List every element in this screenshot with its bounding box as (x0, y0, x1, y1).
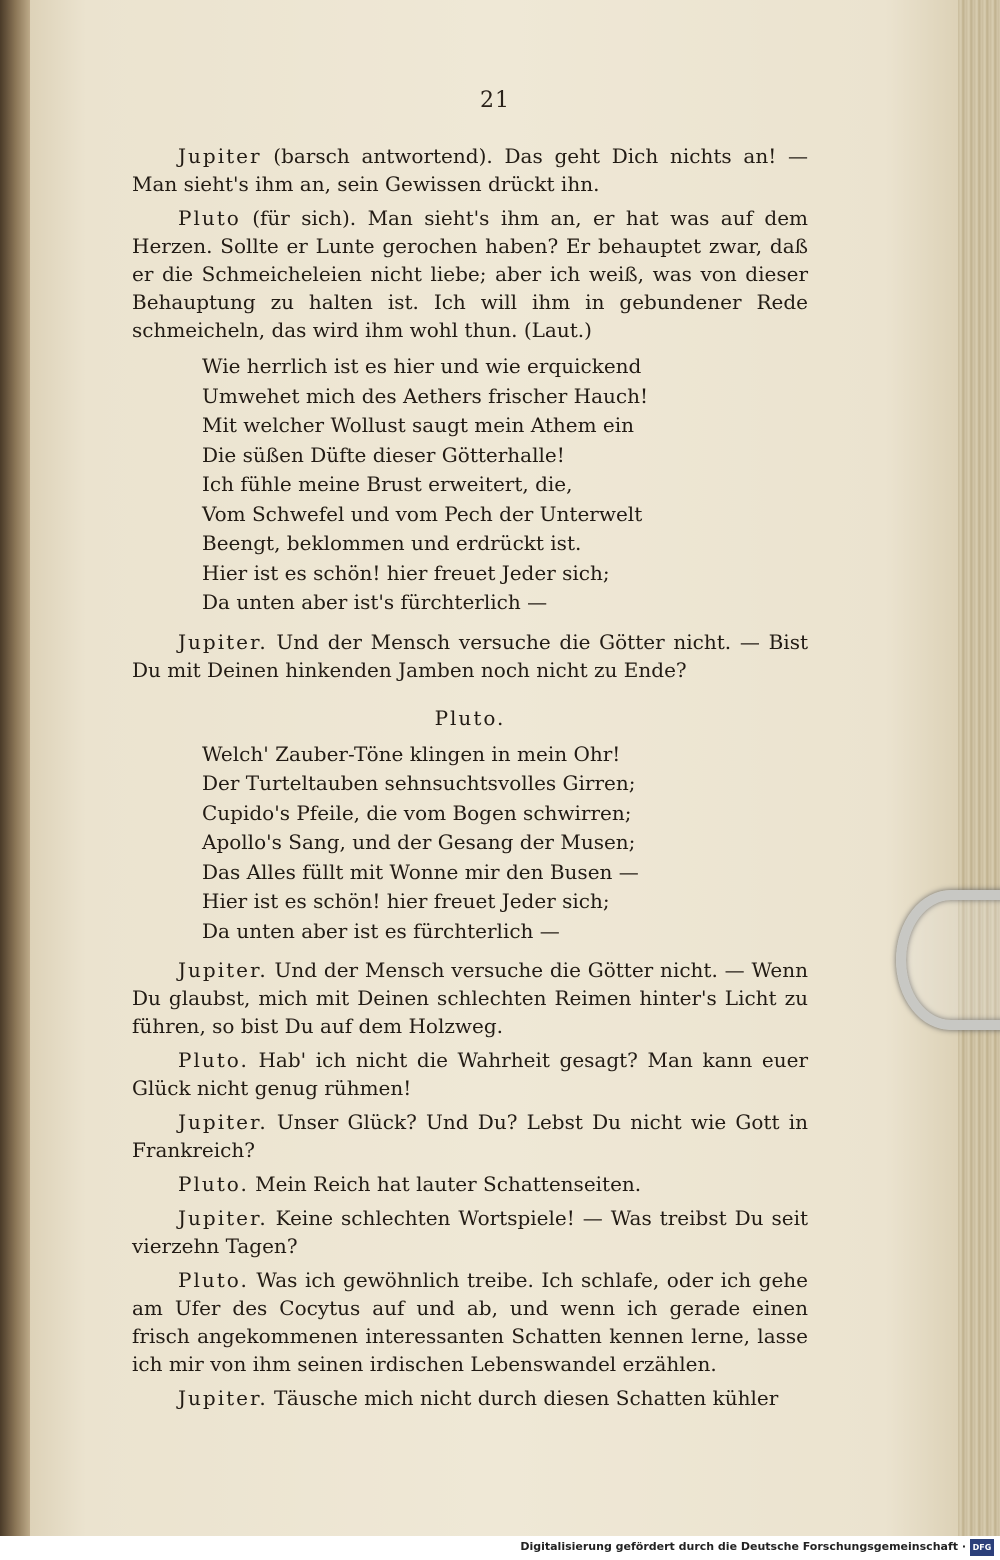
paragraph-text: Und der Mensch versuche die Götter nicht. — Bist Du mit Deinen hinkenden Jamben noch nicht zu Ende? (132, 629, 808, 682)
verse-line: Der Turteltauben sehnsuchtsvolles Girren; (202, 771, 636, 795)
verse-line: Cupido's Pfeile, die vom Bogen schwirren; (202, 800, 632, 825)
paragraph-text: (für sich). Man sieht's ihm an, er hat was auf dem Herzen. Sollte er Lunte gerochen haben? Er behauptet zwar, daß er die Schmeicheleien nicht liebe; aber ich weiß, was von dieser Behauptung zu halten ist. Ich will ihm in gebundener Rede schmeicheln, das wird ihm wohl thun. (Laut.) (132, 206, 808, 342)
paragraph (132, 204, 808, 344)
book-page (30, 0, 960, 1536)
dfg-logo: DFG (970, 1539, 994, 1556)
paragraph (132, 1108, 808, 1164)
speaker-name: Jupiter (178, 144, 262, 168)
speaker-name: Pluto. (178, 1268, 249, 1292)
verse-line: Da unten aber ist es fürchterlich — (202, 918, 560, 943)
paragraph (132, 628, 808, 684)
paragraph-text: Und der Mensch versuche die Götter nicht. — Wenn Du glaubst, mich mit Deinen schlechten Reimen hinter's Licht zu führen, so bist Du auf dem Holzweg. (132, 958, 808, 1038)
verse-line: Ich fühle meine Brust erweitert, die, (202, 472, 573, 496)
paragraph (132, 1266, 808, 1378)
paragraph-text: Was ich gewöhnlich treibe. Ich schlafe, oder ich gehe am Ufer des Cocytus auf und ab, und wenn ich gerade einen frisch angekommenen interessanten Schatten kennen lerne, lasse ich mir von ihm seinen irdischen Lebenswandel erzählen. (132, 1268, 808, 1376)
verse-line: Hier ist es schön! hier freuet Jeder sich; (202, 560, 610, 585)
speaker-name: Jupiter. (178, 958, 268, 982)
paragraph (132, 1170, 808, 1198)
paragraph-text: Hab' ich nicht die Wahrheit gesagt? Man kann euer Glück nicht genug rühmen! (132, 1048, 808, 1100)
verse-line: Beengt, beklommen und erdrückt ist. (202, 531, 582, 555)
page-text (132, 142, 808, 1418)
speaker-heading: Pluto. (434, 705, 506, 730)
verse-line: Wie herrlich ist es hier und wie erquickend (202, 354, 642, 378)
paragraph (132, 1046, 808, 1102)
verse-line: Das Alles füllt mit Wonne mir den Busen — (202, 859, 639, 884)
paragraph-text: Mein Reich hat lauter Schattenseiten. (248, 1172, 642, 1196)
speaker-name: Pluto (178, 206, 241, 230)
verse-line: Da unten aber ist's fürchterlich — (202, 590, 548, 614)
speaker-name: Pluto. (178, 1172, 249, 1196)
page-stack-edge (958, 0, 1000, 1536)
speaker-name: Jupiter. (178, 1386, 268, 1410)
paragraph-text: Täusche mich nicht durch diesen Schatten kühler (267, 1386, 779, 1410)
verse-line: Die süßen Düfte dieser Götterhalle! (202, 442, 565, 467)
paragraph (132, 142, 808, 198)
verse-line: Mit welcher Wollust saugt mein Athem ein (202, 413, 635, 437)
verse-line: Welch' Zauber-Töne klingen in mein Ohr! (202, 741, 621, 766)
paragraph (132, 1204, 808, 1260)
funding-credit: Digitalisierung gefördert durch die Deutsche Forschungsgemeinschaft · (520, 1540, 966, 1553)
paragraph (132, 956, 808, 1040)
verse-block (202, 740, 808, 947)
book-spine-edge (0, 0, 34, 1536)
verse-block (202, 352, 808, 618)
paragraph-text: Unser Glück? Und Du? Lebst Du nicht wie Gott in Frankreich? (132, 1110, 808, 1162)
paragraph-text: (barsch antwortend). Das geht Dich nichts an! — Man sieht's ihm an, sein Gewissen drückt ihn. (132, 144, 808, 196)
verse-line: Apollo's Sang, und der Gesang der Musen; (202, 830, 636, 854)
paragraph (132, 1384, 808, 1412)
paper-clip (896, 890, 1000, 1030)
speaker-name: Pluto. (178, 1048, 249, 1072)
speaker-name: Jupiter. (178, 1206, 268, 1230)
verse-line: Vom Schwefel und vom Pech der Unterwelt (202, 501, 643, 526)
verse-line: Hier ist es schön! hier freuet Jeder sich; (202, 889, 610, 913)
speaker-name: Jupiter. (178, 1110, 268, 1134)
verse-line: Umwehet mich des Aethers frischer Hauch! (202, 383, 648, 408)
digitization-footer (0, 1536, 1000, 1560)
speaker-name: Jupiter. (178, 629, 268, 654)
page-number: 21 (480, 88, 510, 113)
paragraph-text: Keine schlechten Wortspiele! — Was treibst Du seit vierzehn Tagen? (132, 1206, 808, 1258)
